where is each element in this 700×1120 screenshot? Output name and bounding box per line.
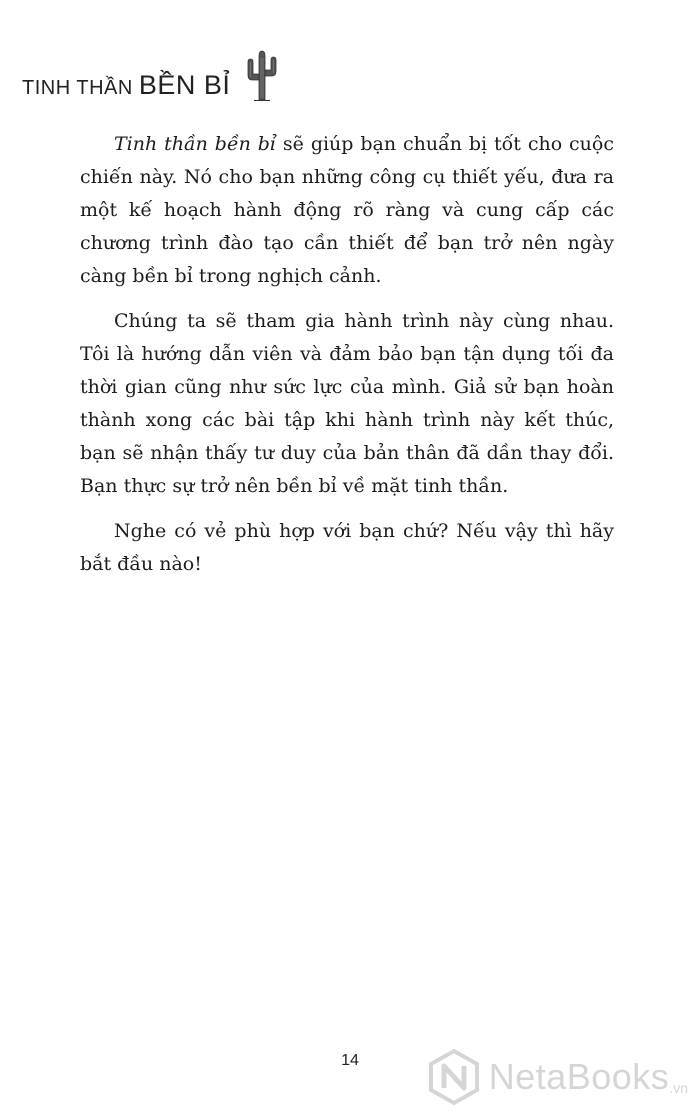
watermark-brand: NetaBooks [488,1056,670,1097]
paragraph-2: Chúng ta sẽ tham gia hành trình này cùng nhau. Tôi là hướng dẫn viên và đảm bảo bạn tận dụng tối đa thời gian cũng như sức lực của mình. Giả sử bạn hoàn thành xong các bài tập khi hành trình này kết thúc, bạn sẽ nhận thấy tư duy của bản thân đã dần thay đổi. Bạn thực sự trở nên bền bỉ về mặt tinh thần. [80,310,614,497]
running-header [22,46,284,102]
paragraph-1 [80,128,614,293]
page-number: 14 [341,1052,359,1069]
body-text [80,128,614,593]
header-title-big: BỀN BỈ [138,70,231,100]
netabooks-logo-icon [425,1048,483,1106]
paragraph-3: Nghe có vẻ phù hợp với bạn chứ? Nếu vậy thì hãy bắt đầu nào! [80,520,614,575]
watermark-suffix: .vn [669,1080,688,1096]
paragraph-1-text: sẽ giúp bạn chuẩn bị tốt cho cuộc chiến này. Nó cho bạn những công cụ thiết yếu, đưa ra một kế hoạch hành động rõ ràng và cung cấp các chương trình đào tạo cần thiết để bạn trở nên ngày càng bền bỉ trong nghịch cảnh. [80,133,614,287]
cactus-icon [240,48,284,102]
header-title-small: TINH THẦN [22,77,133,99]
paragraph-1-italic-lead: Tinh thần bền bỉ [114,133,277,155]
watermark [425,1048,688,1106]
